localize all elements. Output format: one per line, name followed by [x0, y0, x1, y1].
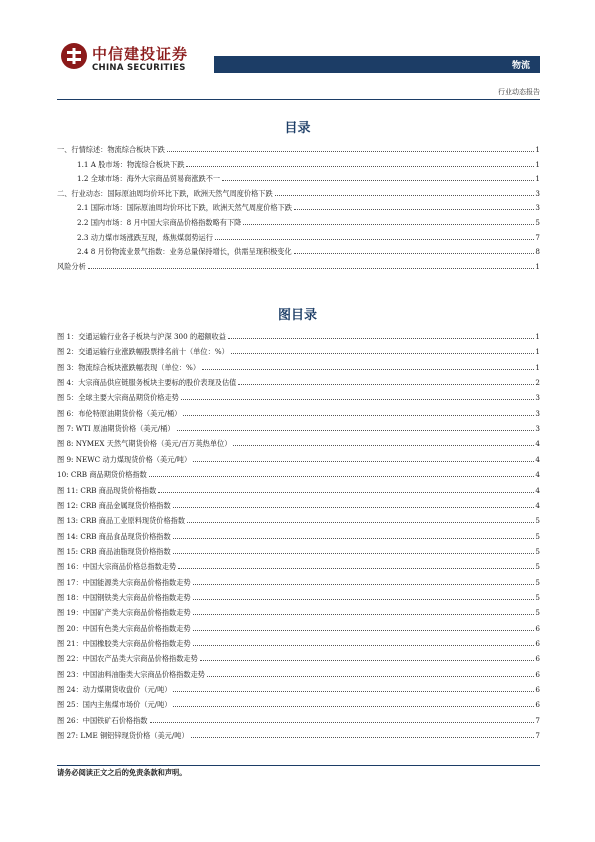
figure-item[interactable] — [57, 575, 540, 587]
header-divider — [57, 99, 540, 100]
figure-dot-leader — [173, 507, 535, 508]
toc-item-text: 风险分析 — [57, 261, 86, 271]
figure-dot-leader — [193, 630, 535, 631]
figure-item-text: 图 5：全球主要大宗商品期货价格走势 — [57, 393, 179, 403]
figure-item[interactable] — [57, 713, 540, 725]
footer-disclaimer: 请务必阅读正文之后的免责条款和声明。 — [57, 768, 187, 777]
toc-item[interactable] — [77, 230, 540, 242]
figure-item-text: 图 13: CRB 商品工业原料现货价格指数 — [57, 516, 186, 526]
figure-item-text: 图 24：动力煤期货收盘价（元/吨） — [57, 685, 172, 695]
toc-dot-leader — [222, 180, 534, 181]
sector-band — [214, 56, 540, 73]
figure-item[interactable] — [57, 667, 540, 679]
toc-item-text: 2.2 国内市场：8 月中国大宗商品价格指数略有下降 — [77, 218, 242, 227]
figure-item-text: 图 3：物流综合板块涨跌幅表现（单位：%） — [57, 362, 201, 372]
figure-dot-leader — [181, 399, 535, 400]
figure-item-page: 4 — [535, 500, 540, 510]
figure-item-page: 5 — [535, 592, 540, 602]
figure-item-text: 图 14: CRB 商品食品现货价格指数 — [57, 531, 171, 541]
toc-dot-leader — [186, 166, 534, 167]
figure-item-page: 5 — [535, 608, 540, 618]
figure-item-text: 图 4：大宗商品供应链服务板块主要标的股价表现及估值 — [57, 378, 237, 388]
toc-item[interactable] — [57, 259, 540, 271]
toc-item-text: 1.2 全球市场：海外大宗商品贸易商涨跌不一 — [77, 174, 221, 184]
citic-logo-icon — [60, 42, 88, 70]
figure-item-page: 5 — [535, 546, 540, 556]
figure-item-page: 6 — [535, 685, 540, 695]
figure-list-title: 图目录 — [277, 308, 317, 323]
toc-item-text: 2.3 动力煤市场涨跌互现，炼焦煤弱势运行 — [77, 232, 213, 242]
figure-item-text: 图 2：交通运输行业涨跌幅股票排名前十（单位：%） — [57, 347, 229, 357]
figure-item-text: 图 18：中国钢铁类大宗商品价格指数走势 — [57, 592, 191, 602]
figure-item[interactable] — [57, 360, 540, 372]
figure-dot-leader — [173, 706, 534, 707]
toc-item[interactable] — [57, 186, 540, 198]
toc-dot-leader — [294, 209, 534, 210]
figure-dot-leader — [193, 599, 535, 600]
figure-item-page: 4 — [535, 439, 540, 449]
toc-item[interactable] — [57, 142, 540, 154]
figure-dot-leader — [187, 522, 534, 523]
figure-item[interactable] — [57, 651, 540, 663]
footer-divider — [57, 765, 540, 766]
toc-dot-leader — [167, 151, 535, 152]
figure-item-page: 4 — [535, 454, 540, 464]
toc-item-page: 1 — [535, 159, 540, 169]
figure-item[interactable] — [57, 728, 540, 740]
figure-item[interactable] — [57, 436, 540, 448]
figure-dot-leader — [150, 722, 535, 723]
figure-item[interactable] — [57, 498, 540, 510]
figure-dot-leader — [228, 338, 535, 339]
toc-item-text: 一、行情综述：物流综合板块下跌 — [57, 145, 165, 154]
figure-item-page: 1 — [535, 362, 540, 372]
toc-dot-leader — [215, 239, 535, 240]
figure-dot-leader — [178, 568, 534, 569]
figure-item[interactable] — [57, 452, 540, 464]
figure-item-page: 5 — [535, 531, 540, 541]
figure-item-text: 图 7: WTI 原油期货价格（美元/桶） — [57, 424, 175, 434]
figure-item-text: 图 9: NEWC 动力煤现货价格（美元/吨） — [57, 454, 192, 464]
figure-dot-leader — [191, 737, 535, 738]
figure-item-text: 图 20：中国有色类大宗商品价格指数走势 — [57, 623, 191, 633]
toc-dot-leader — [88, 268, 535, 269]
figure-dot-leader — [233, 445, 534, 446]
toc-item[interactable] — [77, 244, 540, 256]
figure-dot-leader — [177, 430, 535, 431]
figure-item[interactable] — [57, 682, 540, 694]
figure-dot-leader — [193, 614, 535, 615]
figure-item-page: 7 — [535, 715, 540, 725]
figure-item[interactable] — [57, 559, 540, 571]
figure-item-text: 图 8: NYMEX 天然气期货价格（美元/百万英热单位） — [57, 439, 232, 449]
figure-item-text: 图 26：中国铁矿石价格指数 — [57, 715, 148, 725]
figure-dot-leader — [193, 584, 535, 585]
figure-item[interactable] — [57, 544, 540, 556]
toc-item-page: 5 — [535, 218, 540, 227]
figure-dot-leader — [200, 660, 535, 661]
figure-item-text: 图 15: CRB 商品油脂现货价格指数 — [57, 546, 171, 556]
figure-item[interactable] — [57, 697, 540, 709]
toc-item-text: 2.4 8 月份物流业景气指数：业务总量保持增长，供需呈现积极变化 — [77, 247, 292, 257]
toc-item-text: 1.1 A 股市场：物流综合板块下跌 — [77, 159, 185, 169]
figure-dot-leader — [149, 476, 535, 477]
figure-dot-leader — [238, 384, 534, 385]
figure-item-page: 6 — [535, 669, 540, 679]
figure-item-page: 3 — [535, 424, 540, 434]
figure-item[interactable] — [57, 621, 540, 633]
toc-item[interactable] — [77, 157, 540, 169]
toc-dot-leader — [243, 224, 534, 225]
figure-item-page: 5 — [535, 516, 540, 526]
toc-item-page: 1 — [535, 174, 540, 184]
figure-dot-leader — [183, 415, 534, 416]
figure-item-page: 2 — [535, 378, 540, 388]
figure-item[interactable] — [57, 590, 540, 602]
toc-item-page: 3 — [535, 203, 540, 213]
figure-item-text: 图 11: CRB 商品现货价格指数 — [57, 485, 157, 495]
figure-item[interactable] — [57, 390, 540, 402]
figure-item-page: 4 — [535, 485, 540, 495]
figure-item[interactable] — [57, 513, 540, 525]
figure-item-page: 1 — [535, 332, 540, 341]
figure-item-text: 图 16：中国大宗商品价格总指数走势 — [57, 562, 177, 572]
figure-dot-leader — [173, 553, 535, 554]
toc-item[interactable] — [77, 215, 540, 227]
figure-dot-leader — [173, 538, 535, 539]
figure-item-text: 图 19：中国矿产类大宗商品价格指数走势 — [57, 608, 191, 618]
figure-item-page: 5 — [535, 577, 540, 587]
toc-dot-leader — [294, 253, 535, 254]
toc-item-text: 2.1 国际市场：国际原油周均价环比下跌，欧洲天然气周度价格下跌 — [77, 203, 292, 213]
figure-item-text: 图 6：布伦特原油期货价格（美元/桶） — [57, 408, 182, 418]
figure-item[interactable] — [57, 375, 540, 387]
sector-label: 物流 — [511, 61, 530, 71]
figure-item-page: 1 — [535, 347, 540, 357]
figure-item-page: 3 — [535, 393, 540, 403]
figure-item-text: 10: CRB 商品期货价格指数 — [57, 470, 147, 480]
figure-dot-leader — [173, 691, 534, 692]
figure-item-text: 图 23：中国油料油脂类大宗商品价格指数走势 — [57, 669, 205, 679]
figure-item-page: 6 — [535, 700, 540, 710]
logo-chinese-name: 中信建投证券 — [92, 45, 189, 63]
figure-item[interactable] — [57, 636, 540, 648]
figure-item-text: 图 22：中国农产品类大宗商品价格指数走势 — [57, 654, 198, 664]
page-header — [0, 0, 595, 100]
figure-item[interactable] — [57, 483, 540, 495]
toc-item-page: 3 — [535, 188, 540, 198]
toc-item-text: 二、行业动态：国际原油周均价环比下跌，欧洲天然气周度价格下跌 — [57, 188, 273, 198]
figure-dot-leader — [158, 492, 534, 493]
figure-dot-leader — [207, 676, 534, 677]
figure-item-text: 图 12: CRB 商品金属现货价格指数 — [57, 500, 171, 510]
figure-item-text: 图 17：中国能源类大宗商品价格指数走势 — [57, 577, 191, 587]
toc-item-page: 8 — [535, 247, 540, 257]
figure-item[interactable] — [57, 344, 540, 356]
figure-item-page: 5 — [535, 562, 540, 572]
figure-item-page: 4 — [535, 470, 540, 480]
figure-item[interactable] — [57, 421, 540, 433]
figure-item-page: 3 — [535, 408, 540, 418]
figure-item-text: 图 21：中国橡胶类大宗商品价格指数走势 — [57, 639, 191, 648]
figure-dot-leader — [193, 461, 534, 462]
toc-title: 目录 — [284, 121, 311, 136]
toc-item[interactable] — [77, 200, 540, 212]
toc-dot-leader — [275, 195, 535, 196]
report-type: 行业动态报告 — [498, 88, 540, 96]
figure-dot-leader — [193, 645, 535, 646]
figure-item-text: 图 1：交通运输行业各子板块与沪深 300 的超额收益 — [57, 332, 226, 341]
toc-item[interactable] — [77, 171, 540, 183]
figure-item-text: 图 25：国内主焦煤市场价（元/吨） — [57, 700, 172, 710]
toc-item-page: 1 — [535, 261, 540, 271]
figure-dot-leader — [231, 353, 535, 354]
figure-item-page: 6 — [535, 639, 540, 648]
logo-english-name: CHINA SECURITIES — [92, 63, 186, 73]
figure-item[interactable] — [57, 467, 540, 479]
figure-item[interactable] — [57, 605, 540, 617]
figure-item-page: 6 — [535, 623, 540, 633]
figure-item[interactable] — [57, 329, 540, 341]
figure-dot-leader — [202, 369, 534, 370]
figure-item-text: 图 27: LME 铜铝锌现货价格（美元/吨） — [57, 731, 189, 741]
figure-item[interactable] — [57, 406, 540, 418]
figure-item-page: 6 — [535, 654, 540, 664]
company-logo — [60, 42, 190, 76]
figure-item[interactable] — [57, 529, 540, 541]
toc-item-page: 1 — [535, 145, 540, 154]
figure-item-page: 7 — [535, 731, 540, 741]
toc-item-page: 7 — [535, 232, 540, 242]
